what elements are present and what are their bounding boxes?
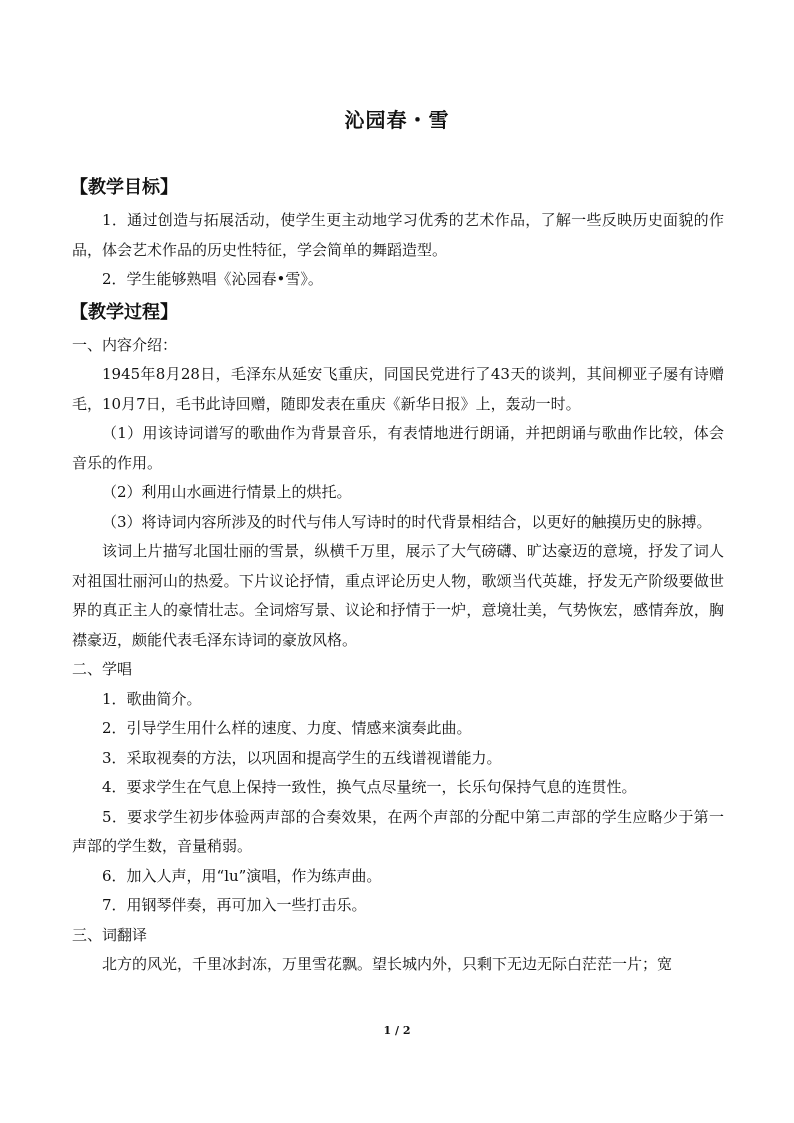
document-title: 沁园春・雪 [344, 108, 450, 132]
intro-paragraph: （1）用该诗词谱写的歌曲作为背景音乐，有表情地进行朗诵，并把朗诵与歌曲作比较，体会音乐的作用。 [72, 424, 724, 472]
singing-item: 6．加入人声，用“lu”演唱，作为练声曲。 [102, 866, 382, 885]
part-label-translation: 三、词翻译 [72, 925, 148, 944]
singing-item: 1．歌曲简介。 [102, 689, 202, 708]
part-label-intro: 一、内容介绍： [72, 335, 178, 354]
singing-item: 4．要求学生在气息上保持一致性，换气点尽量统一，长乐句保持气息的连贯性。 [102, 778, 637, 796]
section-heading-goals: 【教学目标】 [70, 177, 178, 198]
goal-item: 2．学生能够熟唱《沁园春•雪》。 [102, 270, 323, 288]
document-body [72, 170, 724, 980]
singing-item: 2．引导学生用什么样的速度、力度、情感来演奏此曲。 [102, 719, 472, 737]
intro-paragraph: 1945年8月28日，毛泽东从延安飞重庆，同国民党进行了43天的谈判，其间柳亚子屡有诗赠毛，10月7日，毛书此诗回赠，随即发表在重庆《新华日报》上，轰动一时。 [72, 365, 724, 413]
section-heading-process: 【教学过程】 [70, 301, 178, 323]
singing-item: 3．采取视奏的方法，以巩固和提高学生的五线谱视谱能力。 [102, 748, 502, 767]
page-number: 1 / 2 [383, 1024, 411, 1037]
intro-paragraph: （3）将诗词内容所涉及的时代与伟人写诗时的时代背景相结合，以更好的触摸历史的脉搏。 [102, 512, 712, 531]
goal-item: 1．通过创造与拓展活动，使学生更主动地学习优秀的艺术作品，了解一些反映历史面貌的作品，体会艺术作品的历史性特征，学会简单的舞蹈造型。 [72, 211, 724, 259]
translation-paragraph: 北方的风光，千里冰封冻，万里雪花飘。望长城内外，只剩下无边无际白茫茫一片；宽 [102, 955, 673, 973]
part-label-singing: 二、学唱 [72, 660, 133, 678]
singing-item: 5．要求学生初步体验两声部的合奏效果，在两个声部的分配中第二声部的学生应略少于第一声部的学生数，音量稍弱。 [72, 807, 724, 855]
singing-item: 7．用钢琴伴奏，再可加入一些打击乐。 [102, 896, 367, 914]
intro-paragraph: 该词上片描写北国壮丽的雪景，纵横千万里，展示了大气磅礴、旷达豪迈的意境，抒发了词人对祖国壮丽河山的热爱。下片议论抒情，重点评论历史人物，歌颂当代英雄，抒发无产阶级要做世界的真正主人的豪情壮志。全词熔写景、议论和抒情于一炉，意境壮美，气势恢宏，感情奔放，胸襟豪迈，颇能代表毛泽东诗词的豪放风格。 [72, 542, 724, 649]
intro-paragraph: （2）利用山水画进行情景上的烘托。 [102, 483, 352, 501]
